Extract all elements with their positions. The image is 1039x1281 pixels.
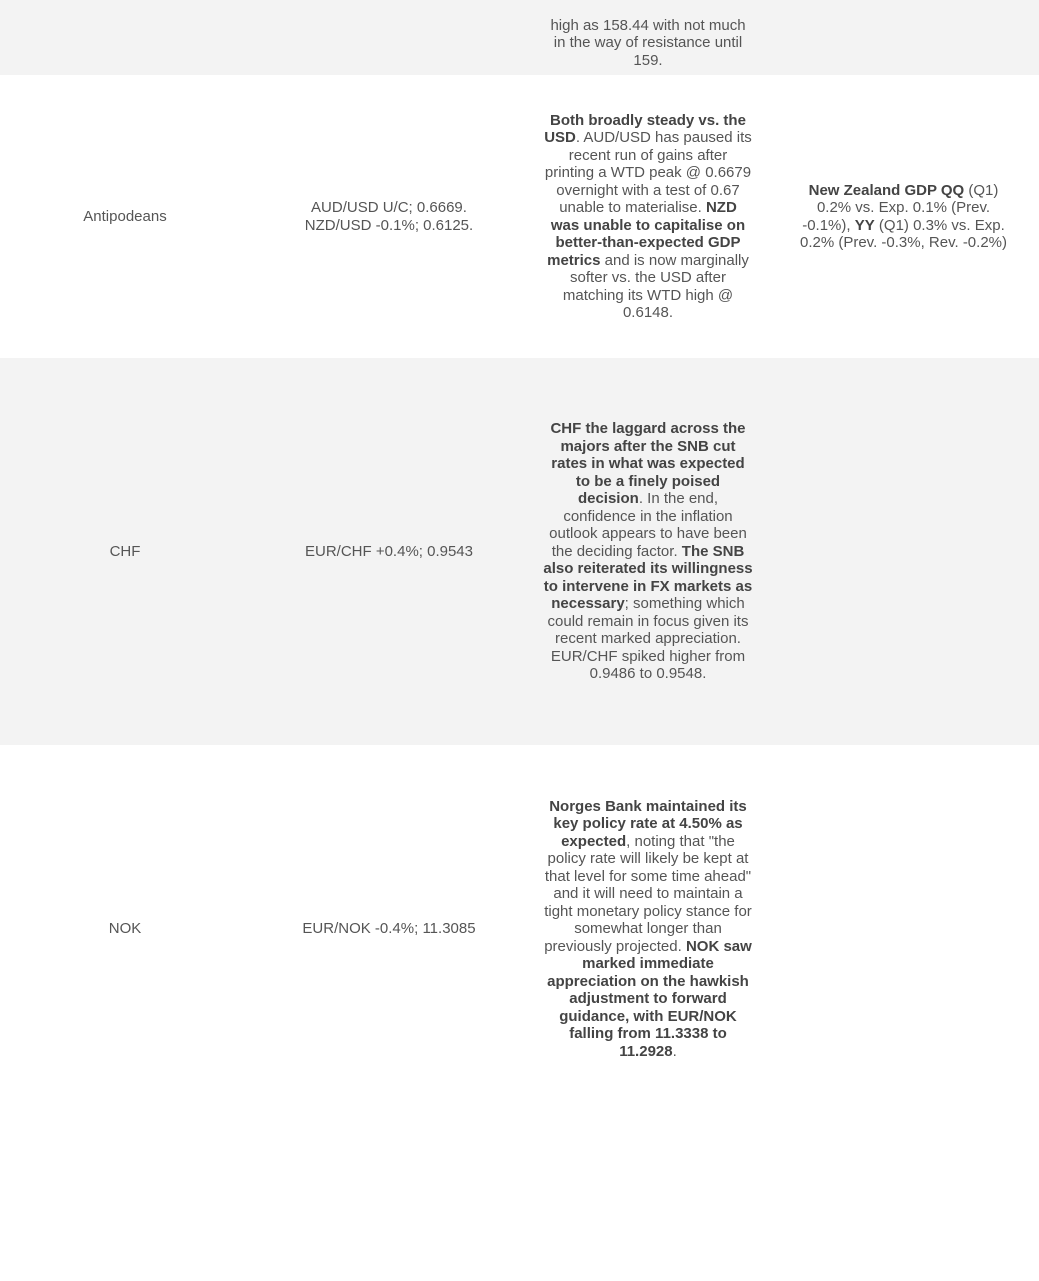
comment-segment: ; something which could remain in focus given its recent marked appreciation. EUR/CHF spiked higher from 0.9486 to 0.9548. [547, 595, 749, 683]
move-text: EUR/CHF +0.4%; 0.9543 [305, 542, 473, 560]
table-row-nok [0, 745, 1039, 1113]
move-cell [250, 75, 528, 358]
move-text: EUR/NOK -0.4%; 11.3085 [302, 920, 476, 938]
move-cell [250, 745, 528, 1113]
comment-cell [528, 75, 768, 358]
release-cell [768, 745, 1039, 1113]
comment-segment: . [672, 1042, 677, 1060]
move-cell [250, 0, 528, 75]
comment-cell [528, 0, 768, 75]
table-row-jpy-continuation [0, 0, 1039, 75]
comment-cell [528, 358, 768, 745]
release-segment: (Q1) 0.2% vs. Exp. 0.1% (Prev. -0.1%), [802, 181, 999, 234]
move-cell [250, 358, 528, 745]
comment-segment: and is now marginally softer vs. the USD after matching its WTD high @ 0.6148. [562, 251, 749, 321]
comment-text [543, 798, 753, 1061]
comment-segment: . In the end, confidence in the inflation outlook appears to have been the deciding factor. [549, 490, 747, 560]
comment-segment: . AUD/USD has paused its recent run of gains after printing a WTD peak @ 0.6679 overnight with a test of 0.67 unable to materialise. [544, 129, 752, 216]
comment-text [543, 112, 753, 322]
comment-segment-bold: CHF the laggard across the majors after the SNB cut rates in what was expected to be a finely poised decision [550, 420, 746, 508]
release-segment: (Q1) 0.3% vs. Exp. 0.2% (Prev. -0.3%, Rev. -0.2%) [799, 216, 1007, 251]
currency-cell [0, 0, 250, 75]
comment-segment: , noting that "the policy rate will likely be kept at that level for some time ahead" and it will need to maintain a tight monetary policy stance for somewhat longer than previously projected. [544, 832, 752, 955]
release-segment-bold: YY [854, 216, 875, 234]
comment-text [543, 420, 753, 683]
currency-cell [0, 75, 250, 358]
currency-label: NOK [108, 920, 142, 938]
currency-cell [0, 745, 250, 1113]
release-text [794, 182, 1014, 252]
currency-label: CHF [109, 542, 141, 560]
release-segment-bold: New Zealand GDP QQ [808, 181, 965, 199]
table-row-chf [0, 358, 1039, 745]
comment-text [543, 17, 753, 76]
table-row-antipodeans [0, 75, 1039, 358]
comment-segment-bold: NZD was unable to capitalise on better-than-expected GDP metrics [547, 199, 746, 269]
comment-segment-bold: Both broadly steady vs. the USD [544, 111, 746, 146]
currency-label: Antipodeans [83, 207, 167, 225]
comment-segment: high as 158.44 with not much in the way of resistance until 159. [550, 16, 746, 69]
comment-segment-bold: Norges Bank maintained its key policy rate at 4.50% as expected [549, 797, 747, 850]
move-text: AUD/USD U/C; 0.6669. NZD/USD -0.1%; 0.6125. [304, 199, 474, 234]
comment-segment-bold: NOK saw marked immediate appreciation on the hawkish adjustment to forward guidance, with EUR/NOK falling from 11.3338 to 11.2928 [547, 937, 752, 1060]
currency-cell [0, 358, 250, 745]
release-cell [768, 358, 1039, 745]
comment-cell [528, 745, 768, 1113]
comment-segment-bold: The SNB also reiterated its willingness to intervene in FX markets as necessary [543, 542, 753, 613]
release-cell [768, 0, 1039, 75]
release-cell [768, 75, 1039, 358]
